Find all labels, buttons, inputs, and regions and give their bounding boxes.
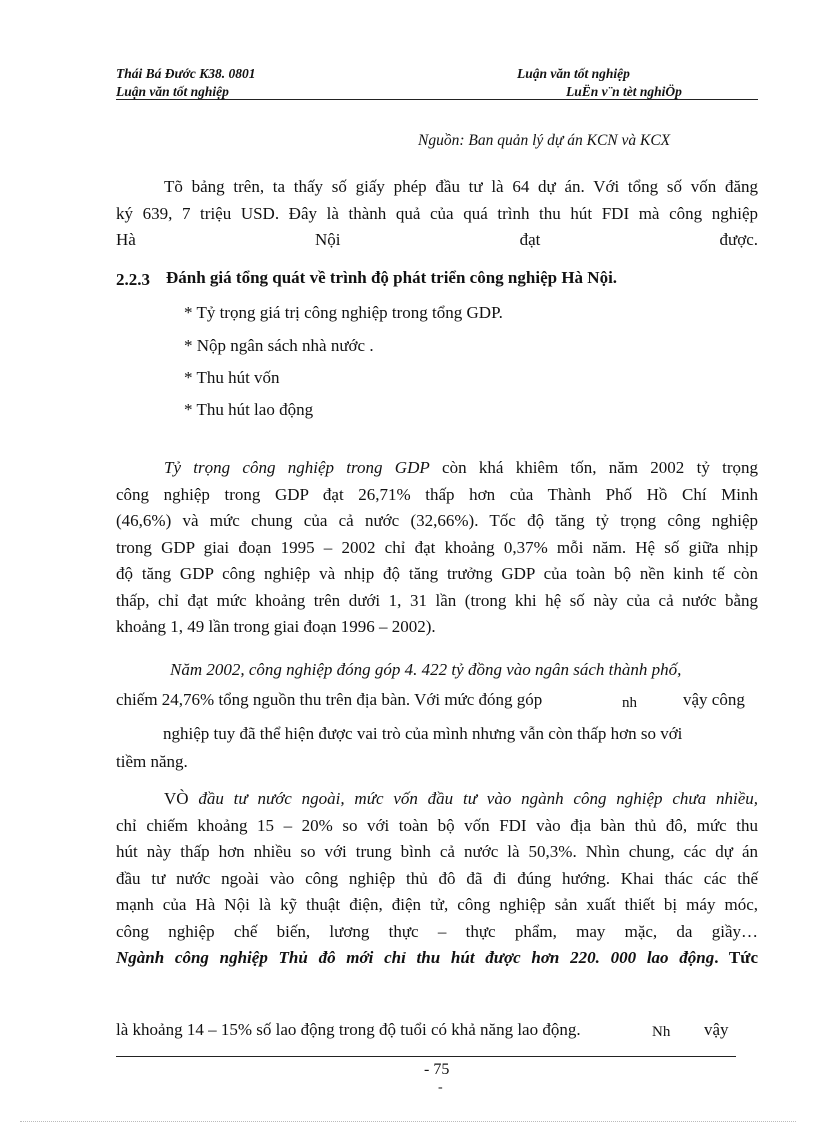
emphasis-phrase: Tỷ trọng công nghiệp trong GDP <box>164 458 430 477</box>
paragraph-line <box>116 945 758 972</box>
bullet-item: * Thu hút lao động <box>184 400 314 419</box>
paragraph-line: ký 639, 7 triệu USD. Đây là thành quả của quá trình thu hút FDI mà công nghiệp <box>116 203 758 223</box>
paragraph-line: độ tăng GDP công nghiệp và nhịp độ tăng trưởng GDP của toàn bộ nền kinh tế còn <box>116 564 758 583</box>
paragraph-budget-lead: Năm 2002, công nghiệp đóng góp 4. 422 tỷ đồng vào ngân sách thành phố, <box>170 660 682 679</box>
paragraph-line: Hà Nội đạt được. <box>116 230 758 249</box>
bullet-item: * Nộp ngân sách nhà nước . <box>184 336 374 355</box>
paragraph-line: trong GDP giai đoạn 1995 – 2002 chỉ đạt khoảng 0,37% mỗi năm. Hệ số giữa nhịp <box>116 537 758 557</box>
footer-rule <box>116 1056 736 1057</box>
paragraph-line: mạnh của Hà Nội là kỹ thuật điện, điện tử, công nghiệp sản xuất thiết bị máy móc, <box>116 895 758 914</box>
page-bottom-divider <box>20 1121 796 1122</box>
paragraph-gdp-share <box>116 455 758 641</box>
line-text: còn khá khiêm tốn, năm 2002 tỷ trọng <box>429 458 758 477</box>
emphasis-phrase: Ngành công nghiệp Thủ đô mới chỉ thu hút được hơn 220. 000 lao động <box>116 948 715 967</box>
paragraph-line: hút này thấp hơn nhiều so với trung bình cả nước là 50,3%. Nhìn chung, các dự án <box>116 842 758 861</box>
bullet-item: * Thu hút vốn <box>184 368 280 387</box>
paragraph-line: Tõ bảng trên, ta thấy số giấy phép đầu tư là 64 dự án. Với tổng số vốn đăng <box>164 177 758 196</box>
paragraph-intro <box>116 174 758 254</box>
page-number: - 75 <box>424 1061 450 1078</box>
paragraph-line: thấp, chỉ đạt mức khoảng trên dưới 1, 31 lần (trong khi hệ số này của cả nước bằng <box>116 590 758 610</box>
paragraph-line-end: vậy <box>704 1020 729 1039</box>
legacy-glyph-fragment: nh <box>622 695 637 711</box>
header-rule <box>116 99 758 100</box>
paragraph-line: công nghiệp chế biến, lương thực – thực phẩm, may mặc, da giầy… <box>116 921 758 941</box>
header-title-legacy-font: LuËn v¨n tèt nghiÖp <box>566 84 682 99</box>
paragraph-line: là khoảng 14 – 15% số lao động trong độ tuổi có khả năng lao động. <box>116 1020 581 1039</box>
legacy-glyph-fragment: VÒ <box>164 789 189 808</box>
legacy-glyph-fragment: Nh <box>652 1024 671 1040</box>
paragraph-line: chỉ chiếm khoảng 15 – 20% so với toàn bộ vốn FDI vào địa bàn thủ đô, mức thu <box>116 815 758 835</box>
section-number: 2.2.3 <box>116 270 150 289</box>
paragraph-fdi <box>116 786 758 972</box>
paragraph-budget-line: chiếm 24,76% tổng nguồn thu trên địa bàn. Với mức đóng góp <box>116 690 543 709</box>
paragraph-line: (46,6%) và mức chung của cả nước (32,66%). Tốc độ tăng tỷ trọng công nghiệp <box>116 511 758 530</box>
table-source-note: Nguồn: Ban quản lý dự án KCN và KCX <box>418 132 671 149</box>
paragraph-budget-line: tiềm năng. <box>116 752 188 771</box>
paragraph-budget-line: nghiệp tuy đã thể hiện được vai trò của mình nhưng vẫn còn thấp hơn so với <box>163 724 683 743</box>
header-author: Thái Bá Đước K38. 0801 <box>116 66 256 81</box>
bullet-item: * Tỷ trọng giá trị công nghiệp trong tổng GDP. <box>184 303 503 322</box>
section-title: Đánh giá tổng quát về trình độ phát triển công nghiệp Hà Nội. <box>166 268 618 287</box>
paragraph-line: công nghiệp trong GDP đạt 26,71% thấp hơn của Thành Phố Hồ Chí Minh <box>116 484 758 504</box>
paragraph-line: đầu tư nước ngoài vào công nghiệp thủ đô đã đi đúng hướng. Khai thác các thế <box>116 868 758 888</box>
paragraph-line <box>116 455 758 482</box>
paragraph-line <box>116 786 758 813</box>
header-title-secondary: Luận văn tốt nghiệp <box>116 84 229 99</box>
header-title: Luận văn tốt nghiệp <box>517 66 630 81</box>
line-text: . Tức <box>714 948 759 967</box>
paragraph-budget-line-end: vậy công <box>683 690 745 709</box>
footer-dash: - <box>438 1080 443 1095</box>
emphasis-phrase: đầu tư nước ngoài, mức vốn đầu tư vào ngành công nghiệp chưa nhiều, <box>188 789 758 808</box>
paragraph-line: khoảng 1, 49 lần trong giai đoạn 1996 – 2002). <box>116 617 436 636</box>
